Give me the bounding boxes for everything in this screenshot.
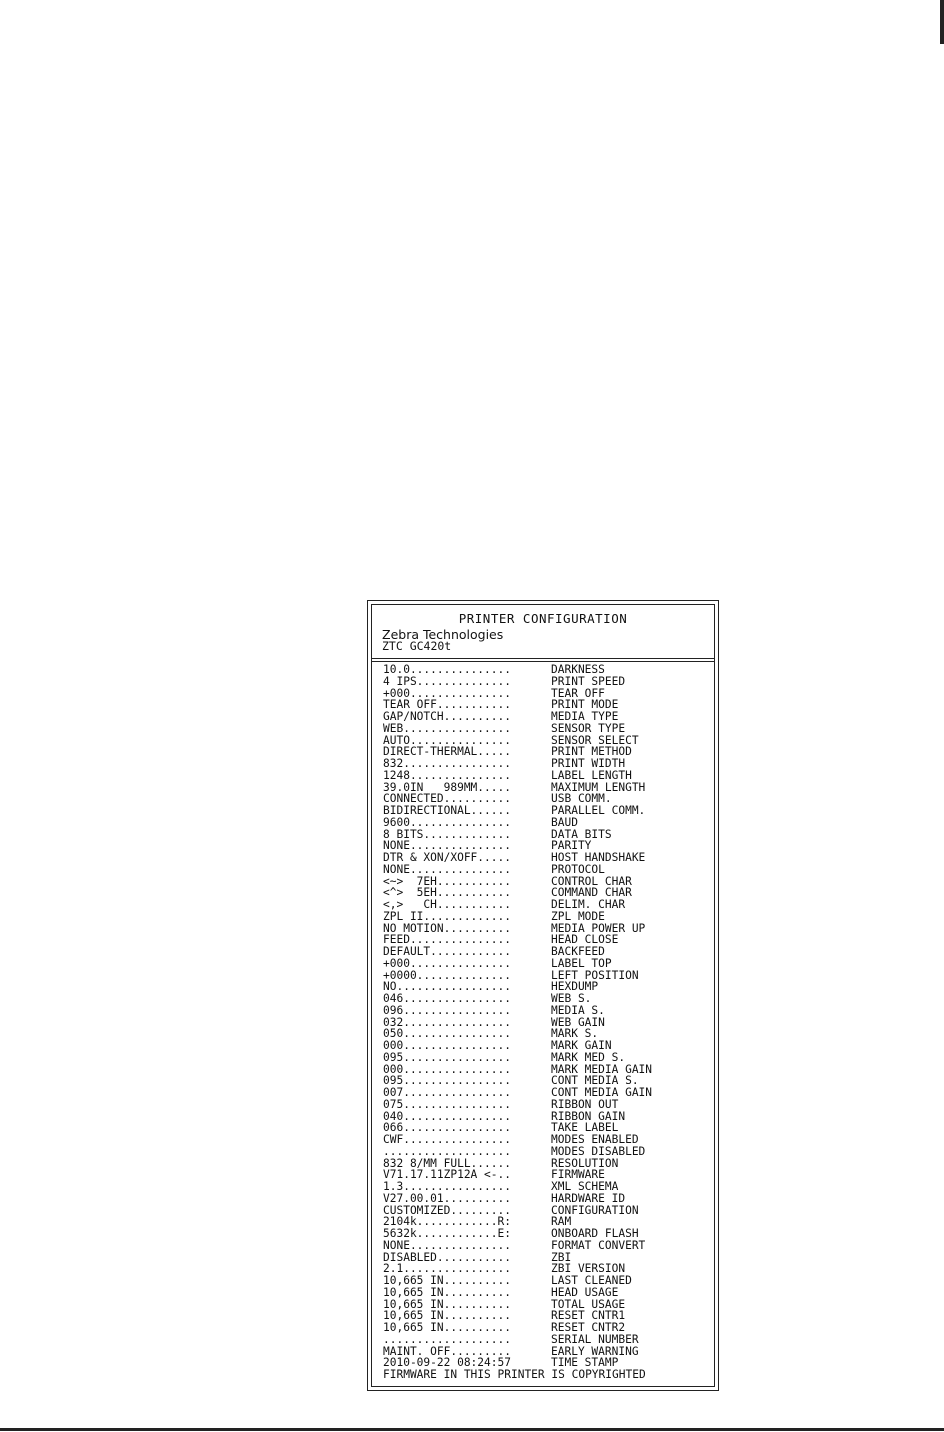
- config-key: DELIM. CHAR: [551, 898, 626, 911]
- config-row: [383, 993, 710, 1005]
- config-value: DISABLED...........: [383, 1250, 511, 1264]
- config-row: [383, 723, 710, 735]
- config-key: TIME STAMP: [551, 1356, 619, 1370]
- config-key: LABEL TOP: [551, 956, 612, 970]
- config-header: [372, 605, 714, 659]
- config-key: WEB S.: [551, 992, 592, 1005]
- config-key: TOTAL USAGE: [551, 1297, 626, 1311]
- config-value: 075................: [383, 1097, 511, 1111]
- config-key: PRINT METHOD: [551, 745, 632, 759]
- config-value: ...................: [383, 1332, 511, 1346]
- config-key: LABEL LENGTH: [551, 768, 632, 782]
- config-value: 2.1................: [383, 1262, 511, 1276]
- config-row: [383, 1181, 710, 1193]
- config-value: 10,665 IN..........: [383, 1297, 511, 1311]
- config-value: 096................: [383, 1003, 511, 1017]
- config-key: DARKNESS: [551, 663, 605, 676]
- config-key: BAUD: [551, 815, 578, 829]
- config-row: [383, 1240, 710, 1252]
- config-row: [383, 958, 710, 970]
- config-key: SENSOR SELECT: [551, 733, 639, 747]
- config-value: 832 8/MM FULL......: [383, 1156, 511, 1170]
- config-key: FIRMWARE: [551, 1168, 605, 1182]
- config-row: [383, 1275, 710, 1287]
- config-row: [383, 1040, 710, 1052]
- config-value: DEFAULT............: [383, 945, 511, 958]
- config-key: DATA BITS: [551, 827, 612, 841]
- config-row: [383, 911, 710, 923]
- page-bottom-rule: [0, 1428, 944, 1431]
- config-key: RIBBON GAIN: [551, 1109, 626, 1123]
- config-key: PARITY: [551, 839, 592, 853]
- config-key: MEDIA S.: [551, 1003, 605, 1017]
- config-value: 050................: [383, 1027, 511, 1041]
- config-value: 032................: [383, 1015, 511, 1029]
- config-key: PRINT MODE: [551, 698, 619, 712]
- config-label-frame: [371, 604, 715, 1387]
- header-divider: [372, 661, 714, 662]
- config-value: WEB................: [383, 721, 511, 735]
- config-value: FEED...............: [383, 933, 511, 947]
- config-value: 832................: [383, 757, 511, 770]
- config-row: [383, 852, 710, 864]
- config-value: 4 IPS..............: [383, 674, 511, 688]
- config-row: [383, 1052, 710, 1064]
- config-row: [383, 1287, 710, 1299]
- config-value: 000................: [383, 1062, 511, 1076]
- config-row: [383, 1134, 710, 1146]
- config-value: 1.3................: [383, 1180, 511, 1193]
- config-row: [383, 1228, 710, 1240]
- config-key: RESET CNTR1: [551, 1309, 626, 1323]
- config-value: 39.0IN 989MM.....: [383, 780, 511, 794]
- config-row: [383, 1322, 710, 1334]
- config-value: AUTO...............: [383, 733, 511, 747]
- page-edge-tab: [940, 0, 944, 44]
- config-row: [383, 1005, 710, 1017]
- config-value: 5632k............E:: [383, 1227, 511, 1240]
- config-value: 095................: [383, 1050, 511, 1064]
- config-key: MEDIA TYPE: [551, 710, 619, 723]
- config-value: 000................: [383, 1039, 511, 1052]
- config-value: 2104k............R:: [383, 1215, 511, 1229]
- config-value: ...................: [383, 1144, 511, 1158]
- config-value: DTR & XON/XOFF.....: [383, 851, 511, 864]
- config-key: COMMAND CHAR: [551, 886, 632, 900]
- copyright-footer: FIRMWARE IN THIS PRINTER IS COPYRIGHTED: [383, 1368, 646, 1381]
- config-key: EARLY WARNING: [551, 1344, 639, 1358]
- config-key: MAXIMUM LENGTH: [551, 780, 646, 794]
- config-value: MAINT. OFF.........: [383, 1344, 511, 1358]
- config-key: HEXDUMP: [551, 980, 599, 994]
- config-value: 1248...............: [383, 768, 511, 782]
- config-key: PARALLEL COMM.: [551, 804, 646, 817]
- config-row: [383, 946, 710, 958]
- config-value: NO MOTION..........: [383, 921, 511, 935]
- config-value: 2010-09-22 08:24:57: [383, 1356, 511, 1370]
- config-key: MEDIA POWER UP: [551, 921, 646, 935]
- config-key: MODES DISABLED: [551, 1144, 646, 1158]
- config-row: [383, 1099, 710, 1111]
- config-row: [383, 1146, 710, 1158]
- config-row: [383, 664, 710, 676]
- config-key: FORMAT CONVERT: [551, 1238, 646, 1252]
- config-value: NONE...............: [383, 1238, 511, 1252]
- config-key: PRINT WIDTH: [551, 757, 626, 770]
- config-key: ONBOARD FLASH: [551, 1227, 639, 1240]
- config-value: 10,665 IN..........: [383, 1309, 511, 1323]
- config-value: 095................: [383, 1074, 511, 1088]
- config-value: DIRECT-THERMAL.....: [383, 745, 511, 759]
- config-row: [383, 711, 710, 723]
- config-key: PRINT SPEED: [551, 674, 626, 688]
- config-value: GAP/NOTCH..........: [383, 710, 511, 723]
- config-value: +0000..............: [383, 968, 511, 982]
- config-key: CONFIGURATION: [551, 1203, 639, 1217]
- config-key: SERIAL NUMBER: [551, 1332, 639, 1346]
- config-key: HOST HANDSHAKE: [551, 851, 646, 864]
- config-value: +000...............: [383, 686, 511, 700]
- config-value: <,> CH...........: [383, 898, 511, 911]
- config-value: 8 BITS.............: [383, 827, 511, 841]
- config-key: CONT MEDIA S.: [551, 1074, 639, 1088]
- config-key: MODES ENABLED: [551, 1133, 639, 1146]
- config-value: V27.00.01..........: [383, 1191, 511, 1205]
- config-value: ZPL II.............: [383, 909, 511, 923]
- config-key: RESET CNTR2: [551, 1321, 626, 1334]
- config-key: TEAR OFF: [551, 686, 605, 700]
- config-value: 007................: [383, 1086, 511, 1099]
- config-key: WEB GAIN: [551, 1015, 605, 1029]
- config-key: HARDWARE ID: [551, 1191, 626, 1205]
- config-settings-list: [383, 664, 710, 1384]
- config-value: 9600...............: [383, 815, 511, 829]
- config-key: HEAD CLOSE: [551, 933, 619, 947]
- config-value: CUSTOMIZED.........: [383, 1203, 511, 1217]
- config-value: NO.................: [383, 980, 511, 994]
- config-key: HEAD USAGE: [551, 1285, 619, 1299]
- config-key: MARK MEDIA GAIN: [551, 1062, 653, 1076]
- config-key: MARK GAIN: [551, 1039, 612, 1052]
- config-row: [383, 1087, 710, 1099]
- config-key: MARK S.: [551, 1027, 599, 1041]
- config-value: NONE...............: [383, 839, 511, 853]
- config-key: CONTROL CHAR: [551, 874, 632, 888]
- config-key: BACKFEED: [551, 945, 605, 958]
- config-row: [383, 1334, 710, 1346]
- config-row: [383, 805, 710, 817]
- config-value: 10.0...............: [383, 663, 511, 676]
- config-value: 10,665 IN..........: [383, 1285, 511, 1299]
- config-row: [383, 899, 710, 911]
- config-row: [383, 1193, 710, 1205]
- config-row: [383, 864, 710, 876]
- config-key: RAM: [551, 1215, 572, 1229]
- config-row: [383, 770, 710, 782]
- config-key: ZBI: [551, 1250, 572, 1264]
- config-value: BIDIRECTIONAL......: [383, 804, 511, 817]
- config-key: MARK MED S.: [551, 1050, 626, 1064]
- config-value: NONE...............: [383, 862, 511, 876]
- config-row: [383, 817, 710, 829]
- config-key: LEFT POSITION: [551, 968, 639, 982]
- config-key: TAKE LABEL: [551, 1121, 619, 1135]
- config-value: TEAR OFF...........: [383, 698, 511, 712]
- config-value: CWF................: [383, 1133, 511, 1146]
- config-value: <^> 5EH...........: [383, 886, 511, 900]
- company-name: Zebra Technologies: [382, 627, 504, 642]
- config-key: CONT MEDIA GAIN: [551, 1086, 653, 1099]
- config-title: PRINTER CONFIGURATION: [458, 611, 628, 626]
- config-key: ZBI VERSION: [551, 1262, 626, 1276]
- config-value: 040................: [383, 1109, 511, 1123]
- config-key: RIBBON OUT: [551, 1097, 619, 1111]
- config-key: XML SCHEMA: [551, 1180, 619, 1193]
- printer-configuration-label: [367, 600, 719, 1391]
- printer-model: ZTC GC420t: [382, 639, 452, 653]
- config-row: [383, 676, 710, 688]
- config-value: V71.17.11ZP12A <-..: [383, 1168, 511, 1182]
- config-key: SENSOR TYPE: [551, 721, 626, 735]
- config-value: 10,665 IN..........: [383, 1274, 511, 1287]
- config-row: [383, 758, 710, 770]
- config-key: LAST CLEANED: [551, 1274, 632, 1287]
- config-key: PROTOCOL: [551, 862, 605, 876]
- config-key: USB COMM.: [551, 792, 612, 806]
- config-key: ZPL MODE: [551, 909, 605, 923]
- config-value: 046................: [383, 992, 511, 1005]
- config-value: <~> 7EH...........: [383, 874, 511, 888]
- config-value: +000...............: [383, 956, 511, 970]
- config-value: CONNECTED..........: [383, 792, 511, 806]
- config-value: 066................: [383, 1121, 511, 1135]
- config-value: 10,665 IN..........: [383, 1321, 511, 1334]
- config-key: RESOLUTION: [551, 1156, 619, 1170]
